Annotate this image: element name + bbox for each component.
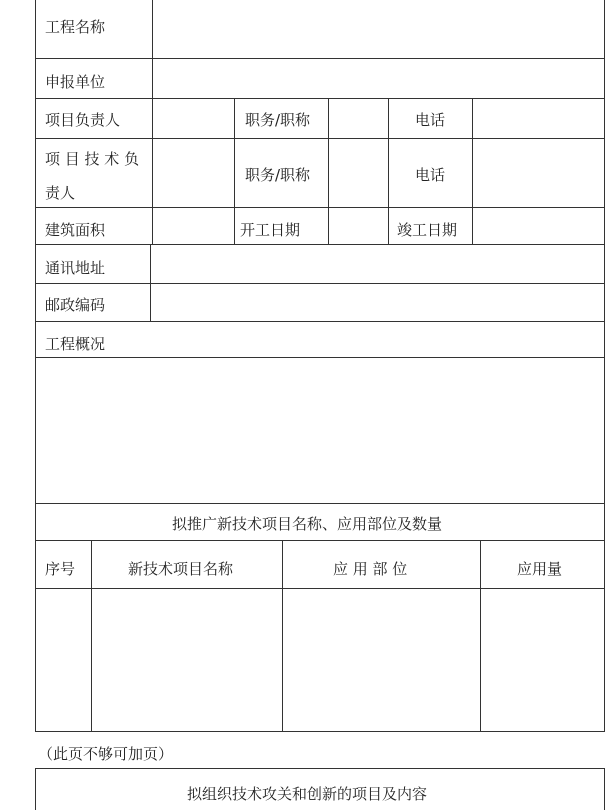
completion-date-label: 竣工日期 (397, 221, 458, 239)
building-area-label: 建筑面积 (45, 221, 106, 239)
col-header-quantity: 应用量 (517, 560, 563, 578)
new-tech-section-title: 拟推广新技术项目名称、应用部位及数量 (172, 515, 443, 533)
applicant-unit-label: 申报单位 (45, 73, 106, 91)
building-area-field[interactable] (153, 208, 233, 243)
start-date-label: 开工日期 (240, 221, 301, 239)
address-field[interactable] (151, 245, 603, 282)
table-border-right (604, 0, 605, 732)
phone-field[interactable] (473, 99, 603, 137)
col-line (388, 98, 389, 245)
project-leader-field[interactable] (153, 99, 233, 137)
position-title-field[interactable] (329, 99, 387, 137)
phone-label: 电话 (415, 111, 446, 129)
project-name-label: 工程名称 (45, 18, 106, 36)
application-part-cell[interactable] (283, 589, 479, 730)
row-line (35, 321, 605, 322)
phone-label-2: 电话 (415, 166, 446, 184)
position-title-label-2: 职务/职称 (245, 166, 311, 184)
table-border-bottom (35, 731, 605, 732)
bottom-box-top (35, 768, 605, 769)
applicant-unit-field[interactable] (153, 59, 603, 97)
quantity-cell[interactable] (481, 589, 603, 730)
tech-leader-field[interactable] (153, 139, 233, 206)
position-title-field-2[interactable] (329, 139, 387, 206)
phone-field-2[interactable] (473, 139, 603, 206)
tech-name-cell[interactable] (92, 589, 281, 730)
tech-leader-label-line1: 项 目 技 术 负 (45, 150, 140, 168)
bottom-section-title: 拟组织技术攻关和创新的项目及内容 (187, 785, 428, 803)
col-header-index: 序号 (45, 560, 76, 578)
start-date-field[interactable] (329, 208, 387, 243)
row-line (35, 540, 605, 541)
bottom-box-right (604, 768, 605, 810)
project-name-field[interactable] (153, 1, 603, 57)
address-label: 通讯地址 (45, 259, 106, 277)
completion-date-field[interactable] (473, 208, 603, 243)
tech-index-cell[interactable] (36, 589, 90, 730)
col-line (234, 98, 235, 245)
project-overview-field[interactable] (36, 358, 603, 502)
add-page-note: （此页不够可加页） (38, 745, 174, 763)
col-header-tech-name: 新技术项目名称 (128, 560, 234, 578)
bottom-box-left (35, 768, 36, 810)
position-title-label: 职务/职称 (245, 111, 311, 129)
col-header-application-part: 应 用 部 位 (333, 560, 408, 578)
project-leader-label: 项目负责人 (45, 111, 121, 129)
postal-code-label: 邮政编码 (45, 296, 106, 314)
tech-leader-label-line2: 责人 (45, 184, 76, 202)
postal-code-field[interactable] (151, 284, 603, 320)
project-overview-label: 工程概况 (45, 335, 106, 353)
row-line (35, 503, 605, 504)
